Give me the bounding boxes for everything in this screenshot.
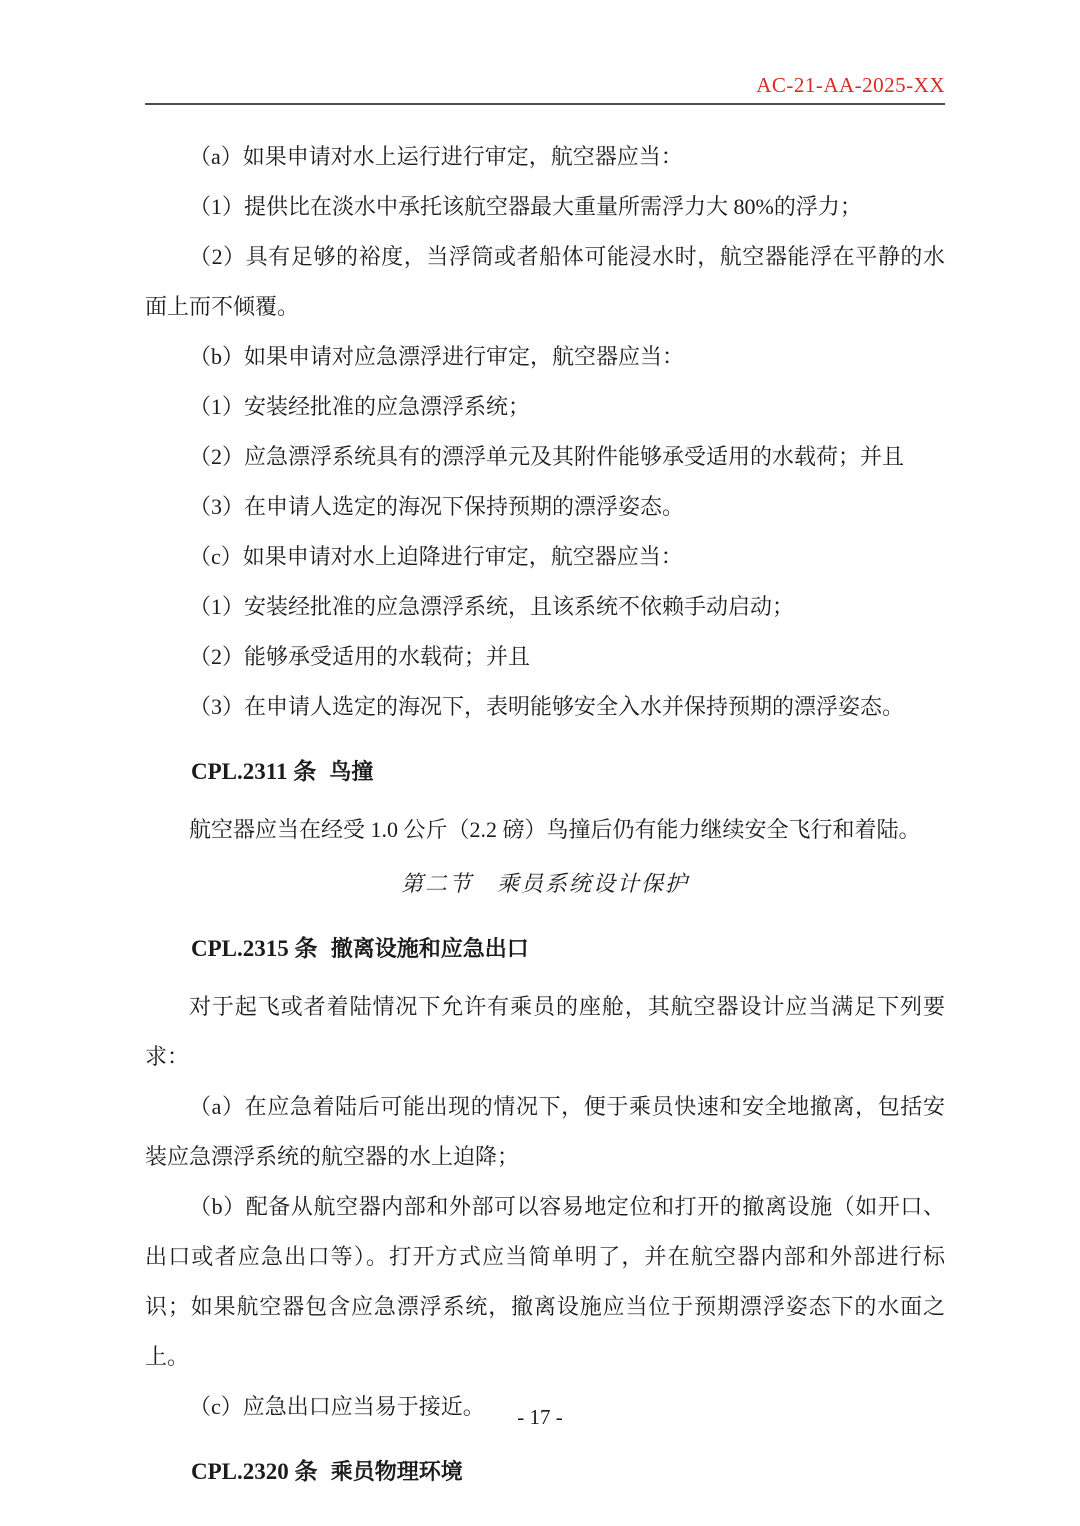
document-number: AC-21-AA-2025-XX bbox=[756, 73, 945, 97]
page-header bbox=[0, 0, 1080, 105]
paragraph-b2-water-loads: （2）应急漂浮系统具有的漂浮单元及其附件能够承受适用的水载荷；并且 bbox=[189, 444, 905, 469]
clause-title: 鸟撞 bbox=[329, 759, 374, 784]
paragraph-c1-no-manual-activation: （1）安装经批准的应急漂浮系统，且该系统不依赖手动启动； bbox=[189, 594, 795, 619]
paragraph-cabin-requirements: 对于起飞或者着陆情况下允许有乘员的座舱，其航空器设计应当满足下列要求： bbox=[145, 994, 945, 1069]
clause-code: CPL.2311 条 bbox=[191, 759, 317, 784]
paragraph-b1-approved-system: （1）安装经批准的应急漂浮系统； bbox=[189, 394, 531, 419]
paragraph-c-ditching: （c）如果申请对水上迫降进行审定，航空器应当： bbox=[189, 544, 683, 569]
paragraph-c-exit-access: （c）应急出口应当易于接近。 bbox=[189, 1394, 485, 1419]
paragraph-c3-safe-water-entry: （3）在申请人选定的海况下，表明能够安全入水并保持预期的漂浮姿态。 bbox=[189, 694, 905, 719]
clause-heading-cpl-2320 bbox=[145, 1447, 945, 1497]
clause-heading-cpl-2315 bbox=[145, 924, 945, 974]
paragraph-bird-strike: 航空器应当在经受 1.0 公斤（2.2 磅）鸟撞后仍有能力继续安全飞行和着陆。 bbox=[189, 817, 921, 842]
paragraph-b-egress-facilities: （b）配备从航空器内部和外部可以容易地定位和打开的撤离设施（如开口、出口或者应急出口等）。打开方式应当简单明了，并在航空器内部和外部进行标识；如果航空器包含应急漂浮系统，撤离设施应当位于预期漂浮姿态下的水面之上。 bbox=[145, 1194, 945, 1369]
paragraph-a1-buoyancy: （1）提供比在淡水中承托该航空器最大重量所需浮力大 80%的浮力； bbox=[189, 194, 862, 219]
clause-code: CPL.2320 条 bbox=[191, 1459, 318, 1484]
header-rule bbox=[145, 103, 945, 105]
paragraph-a2-margin: （2）具有足够的裕度，当浮筒或者船体可能浸水时，航空器能浮在平静的水面上而不倾覆。 bbox=[145, 244, 945, 319]
section-title-occupant-system: 第二节 乘员系统设计保护 bbox=[400, 871, 689, 896]
paragraph-a-water-operation: （a）如果申请对水上运行进行审定，航空器应当： bbox=[189, 144, 683, 169]
page-body bbox=[0, 132, 1080, 1497]
clause-title: 乘员物理环境 bbox=[330, 1459, 463, 1484]
clause-heading-cpl-2311 bbox=[145, 747, 945, 797]
paragraph-c2-water-loads: （2）能够承受适用的水载荷；并且 bbox=[189, 644, 531, 669]
paragraph-b-emergency-flotation: （b）如果申请对应急漂浮进行审定，航空器应当： bbox=[189, 344, 685, 369]
page-number: - 17 - bbox=[517, 1405, 563, 1429]
clause-code: CPL.2315 条 bbox=[191, 936, 318, 961]
paragraph-b3-sea-state: （3）在申请人选定的海况下保持预期的漂浮姿态。 bbox=[189, 494, 685, 519]
clause-title: 撤离设施和应急出口 bbox=[330, 936, 529, 961]
paragraph-a-evacuation: （a）在应急着陆后可能出现的情况下，便于乘员快速和安全地撤离，包括安装应急漂浮系统的航空器的水上迫降； bbox=[145, 1094, 945, 1169]
